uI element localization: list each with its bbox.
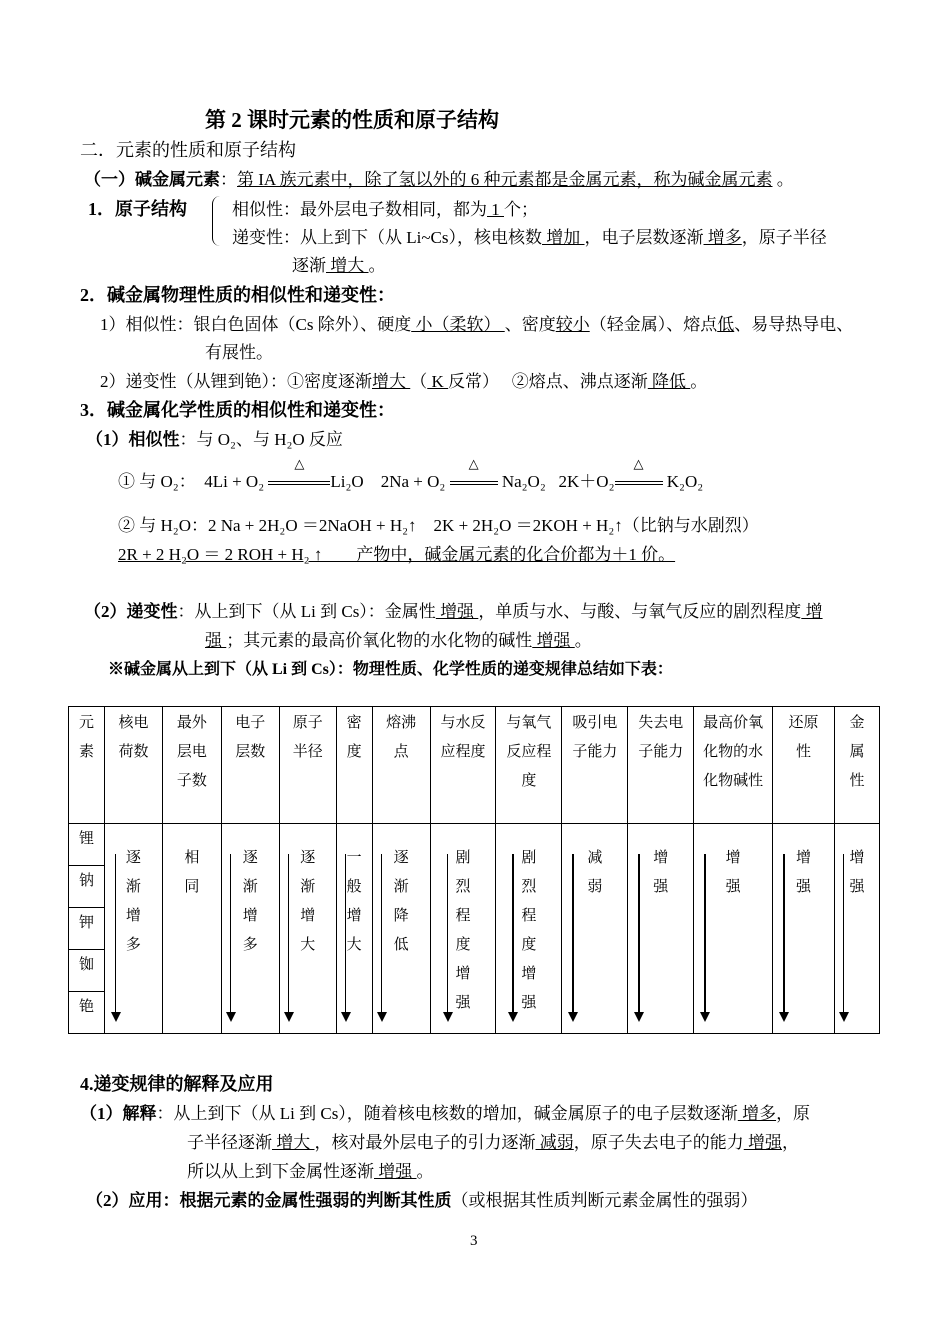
trend-cell bbox=[628, 824, 694, 1034]
chemical-similarity: （1）相似性：与 O₂、与 H₂O 反应 bbox=[86, 430, 343, 449]
trend-cell bbox=[372, 824, 430, 1034]
trend-text: 剧烈程度增强 bbox=[455, 850, 471, 1011]
atomic-gradation: 递变性：从上到下（从 Li~Cs），核电核数 增加 ，电子层数逐渐 增多，原子半径 bbox=[232, 228, 827, 247]
table-header-cell: 最外层电子数 bbox=[162, 707, 221, 824]
o2-reactions: ① 与 O₂： 4Li + O₂ △ Li₂O 2Na + O₂ △ Na₂O₂ 2K＋O₂ △ K₂O₂ bbox=[118, 456, 704, 491]
trend-text: 增强 bbox=[849, 850, 865, 895]
general-reaction: 2R + 2 H₂O ＝ 2 ROH + H₂ ↑ 产物中，碱金属元素的化合价都为＋1 价。 bbox=[118, 545, 676, 564]
atomic-heading: 1．原子结构 bbox=[88, 199, 187, 219]
law-explanation-cont: 子半径逐渐 增大 ，核对最外层电子的引力逐渐 减弱，原子失去电子的能力 增强， bbox=[187, 1133, 799, 1152]
table-header-cell: 还原性 bbox=[773, 707, 835, 824]
element-cell: 钠 bbox=[69, 866, 105, 908]
down-arrow-icon bbox=[779, 854, 789, 1022]
down-arrow-icon bbox=[508, 854, 518, 1022]
trend-text: 增强 bbox=[725, 850, 741, 895]
trend-cell bbox=[221, 824, 279, 1034]
alkali-def-text: 第 IA 族元素中，除了氢以外的 6 种元素都是金属元素，称为碱金属元素 bbox=[237, 170, 773, 189]
table-header-cell: 电子层数 bbox=[221, 707, 279, 824]
table-header-cell: 吸引电子能力 bbox=[562, 707, 628, 824]
chemical-gradation-cont: 强 ；其元素的最高价氧化物的水化物的碱性 增强 。 bbox=[205, 631, 592, 650]
trend-text: 逐渐增多 bbox=[242, 850, 258, 953]
table-header-cell: 熔沸点 bbox=[372, 707, 430, 824]
atomic-gradation-cont: 逐渐 增大 。 bbox=[292, 256, 386, 275]
law-heading: 4.递变规律的解释及应用 bbox=[80, 1074, 274, 1094]
table-header-cell: 原子半径 bbox=[279, 707, 336, 824]
trend-text: 一般增大 bbox=[346, 850, 362, 953]
physical-similarity-cont: 有展性。 bbox=[205, 343, 273, 362]
trend-cell bbox=[104, 824, 162, 1034]
physical-heading: 2．碱金属物理性质的相似性和递变性： bbox=[80, 285, 395, 305]
table-header-cell: 失去电子能力 bbox=[628, 707, 694, 824]
trend-cell bbox=[336, 824, 372, 1034]
table-header-cell: 最高价氧化物的水化物碱性 bbox=[694, 707, 773, 824]
atomic-similarity: 相似性：最外层电子数相同，都为 1 个； bbox=[232, 200, 538, 219]
table-header-cell: 密度 bbox=[336, 707, 372, 824]
trend-cell bbox=[773, 824, 835, 1034]
trend-text: 增强 bbox=[796, 850, 812, 895]
heat-equals: △ bbox=[450, 472, 498, 492]
trend-cell bbox=[430, 824, 496, 1034]
table-header-cell: 与水反应程度 bbox=[430, 707, 496, 824]
trend-cell bbox=[279, 824, 336, 1034]
law-explanation: （1）解释：从上到下（从 Li 到 Cs），随着核电核数的增加，碱金属原子的电子层数逐渐 增多，原 bbox=[80, 1104, 811, 1123]
down-arrow-icon bbox=[634, 854, 644, 1022]
trend-cell bbox=[162, 824, 221, 1034]
trend-text: 逐渐增大 bbox=[300, 850, 316, 953]
element-cell: 锂 bbox=[69, 824, 105, 866]
trend-text: 剧烈程度增强 bbox=[521, 850, 537, 1011]
alkali-definition: （一）碱金属元素：第 IA 族元素中，除了氢以外的 6 种元素都是金属元素，称为碱金属元素 。 bbox=[84, 170, 794, 189]
down-arrow-icon bbox=[377, 854, 387, 1022]
trend-text: 减弱 bbox=[587, 850, 603, 895]
trend-cell bbox=[496, 824, 562, 1034]
trend-cell bbox=[694, 824, 773, 1034]
physical-similarity: 1）相似性：银白色固体（Cs 除外）、硬度 小（柔软） 、密度较小（轻金属）、熔点低、易导热导电、 bbox=[100, 315, 854, 334]
trend-text: 增强 bbox=[653, 850, 669, 895]
physical-gradation: 2）递变性（从锂到铯）：①密度逐渐增大 （ K 反常） ②熔点、沸点逐渐 降低 。 bbox=[100, 372, 708, 391]
heat-equals: △ bbox=[268, 472, 330, 492]
element-cell: 钾 bbox=[69, 908, 105, 950]
table-header-cell: 金属性 bbox=[834, 707, 879, 824]
table-header-cell: 核电荷数 bbox=[104, 707, 162, 824]
page-number: 3 bbox=[470, 1233, 478, 1249]
down-arrow-icon bbox=[284, 854, 294, 1022]
trend-cell bbox=[562, 824, 628, 1034]
heat-equals: △ bbox=[615, 472, 663, 492]
table-header-cell: 元素 bbox=[69, 707, 105, 824]
trend-text: 逐渐增多 bbox=[125, 850, 141, 953]
page-title: 第 2 课时元素的性质和原子结构 bbox=[205, 108, 499, 132]
element-cell: 铷 bbox=[69, 950, 105, 992]
down-arrow-icon bbox=[839, 854, 849, 1022]
down-arrow-icon bbox=[111, 854, 121, 1022]
element-cell: 铯 bbox=[69, 992, 105, 1034]
trend-text: 相同 bbox=[184, 850, 200, 895]
alkali-label: （一）碱金属元素 bbox=[84, 170, 220, 189]
trend-cell bbox=[834, 824, 879, 1034]
chemical-heading: 3．碱金属化学性质的相似性和递变性： bbox=[80, 400, 395, 420]
down-arrow-icon bbox=[443, 854, 453, 1022]
trend-table bbox=[68, 706, 880, 1034]
law-application: （2）应用：根据元素的金属性强弱的判断其性质（或根据其性质判断元素金属性的强弱） bbox=[86, 1191, 758, 1210]
law-explanation-end: 所以从上到下金属性逐渐 增强 。 bbox=[187, 1162, 434, 1181]
down-arrow-icon bbox=[700, 854, 710, 1022]
brace bbox=[212, 196, 221, 246]
down-arrow-icon bbox=[568, 854, 578, 1022]
chemical-gradation: （2）递变性：从上到下（从 Li 到 Cs）：金属性 增强 ，单质与水、与酸、与氧气反应的剧烈程度 增 bbox=[84, 602, 823, 621]
section-heading: 二．元素的性质和原子结构 bbox=[80, 140, 296, 160]
table-header-cell: 与氧气反应程度 bbox=[496, 707, 562, 824]
down-arrow-icon bbox=[226, 854, 236, 1022]
down-arrow-icon bbox=[341, 854, 351, 1022]
summary-note: ※碱金属从上到下（从 Li 到 Cs）：物理性质、化学性质的递变规律总结如下表： bbox=[108, 661, 673, 678]
trend-text: 逐渐降低 bbox=[393, 850, 409, 953]
h2o-reactions: ② 与 H₂O：2 Na + 2H₂O ＝2NaOH + H₂↑ 2K + 2H₂O ＝2KOH + H₂↑（比钠与水剧烈） bbox=[118, 516, 759, 535]
